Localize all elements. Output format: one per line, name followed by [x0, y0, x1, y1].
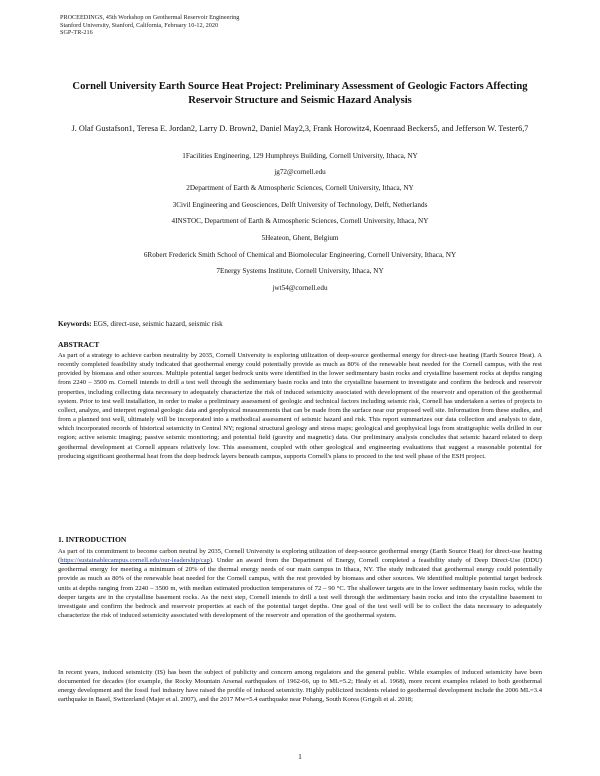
cap-link[interactable]: https://sustainablecampus.cornell.edu/our-leadership/cap: [60, 557, 210, 565]
header-line-3: SGP-TR-216: [60, 29, 93, 37]
header-line-1: PROCEEDINGS, 45th Workshop on Geothermal Reservoir Engineering: [60, 14, 240, 21]
affiliation-6: 6Robert Frederick Smith School of Chemical and Biomolecular Engineering, Cornell University, Ithaca, NY: [143, 251, 457, 259]
proceedings-header: [60, 14, 239, 37]
introduction-paragraph-2: In recent years, induced seismicity (IS) has been the subject of publicity and concern among regulators and the general public. While examples of induced seismicity have been documented for decades (for example, the Rocky Mountain Arsenal earthquakes of 1962-66, up to ML=5.2; Healy et al. 1968), more recent examples related to both geothermal energy development and the fossil fuel industry have raised the profile of induced seismicity. Highly publicized incidents related to geothermal development include the 2006 ML=3.4 earthquake in Basel, Switzerland (Majer et al. 2007), and the 2017 Mw=5.4 earthquake near Pohang, South Korea (Grigoli et al. 2018;: [58, 669, 542, 704]
abstract-heading: ABSTRACT: [58, 340, 100, 349]
introduction-heading: 1. INTRODUCTION: [58, 535, 127, 544]
affiliation-5: 5Heateon, Ghent, Belgium: [261, 234, 339, 242]
affiliation-3: 3Civil Engineering and Geosciences, Delft University of Technology, Delft, Netherlands: [172, 201, 428, 209]
keywords-label: Keywords:: [58, 320, 92, 328]
intro-p1-after-link: ). Under an award from the Department of Energy, Cornell completed a feasibility study of Deep Direct-Use (DDU) geothermal energy for meeting a minimum of 20% of the thermal energy needs of our main campus in Ithaca, NY. The study indicated that geothermal energy could potentially provide as much as 80% of the renewable heat needed for the Cornell campus, with the rest provided by biomass and other sources. We identified multiple potential target bedrock units at depths ranging from 2240 – 3500 m, with median estimated production temperatures of 72 – 90 °C. The shallower targets are in the lower sedimentary basin rocks, while the deeper targets are in the crystalline basement rocks. As the next step, Cornell intends to drill a test well through the sedimentary basin rocks and into the crystalline basement to investigate and confirm the bedrock and reservoir properties at each of the potential target depths. One goal of the test well will be to collect the data necessary to adequately characterize the risk of induced seismicity associated with development of the reservoir and operation of the geothermal system.: [58, 557, 542, 620]
author-list: J. Olaf Gustafson1, Teresa E. Jordan2, Larry D. Brown2, Daniel May2,3, Frank Horowitz4, Koenraad Beckers5, and Jefferson W. Tester6,7: [71, 124, 529, 133]
affiliation-1-email: jg72@cornell.edu: [274, 168, 326, 176]
paper-title: Cornell University Earth Source Heat Project: Preliminary Assessment of Geologic Factors Affecting Reservoir Structure and Seismic Hazard Analysis: [72, 81, 528, 106]
keywords-text: EGS, direct-use, seismic hazard, seismic risk: [93, 320, 223, 328]
affiliation-7: 7Energy Systems Institute, Cornell University, Ithaca, NY: [216, 267, 384, 275]
keywords: [58, 320, 223, 328]
affiliation-2: 2Department of Earth & Atmospheric Sciences, Cornell University, Ithaca, NY: [186, 184, 414, 192]
page-number: 1: [298, 752, 302, 761]
introduction-paragraph-1: [58, 547, 542, 620]
affiliation-7-email: jwt54@cornell.edu: [272, 284, 328, 292]
affiliation-1: 1Facilities Engineering, 129 Humphreys Building, Cornell University, Ithaca, NY: [182, 152, 418, 160]
intro-p1-before-link: As part of its commitment to become carbon neutral by 2035, Cornell University is exploring utilization of deep-source geothermal energy (Earth Source Heat) for direct-use heating (: [58, 548, 542, 565]
header-line-2: Stanford University, Stanford, California, February 10-12, 2020: [60, 21, 219, 29]
affiliation-4: 4INSTOC, Department of Earth & Atmospheric Sciences, Cornell University, Ithaca, NY: [171, 217, 429, 225]
abstract-text: As part of a strategy to achieve carbon neutrality by 2035, Cornell University is exploring utilization of deep-source geothermal energy for direct-use heating (Earth Source Heat). A recently completed feasibility study indicated that geothermal energy could potentially provide as much as 80% of the renewable heat needed for the Cornell campus, with the rest provided by biomass and other sources. Multiple potential target bedrock units were identified in the lower sedimentary basin rocks and crystalline basement rocks at depths ranging from 2240 – 3500 m. Cornell intends to drill a test well through the sedimentary basin rocks and into the crystalline basement to investigate and confirm the bedrock and reservoir properties, including collecting data necessary to adequately characterize the risk of induced seismicity associated with development of the reservoir and operation of the geothermal system. Prior to test well installation, in order to make a preliminary assessment of geologic and technical factors including seismic risk, Cornell has undertaken a series of projects to collect, analyze, and interpret regional geologic data and geophysical measurements that can be made from the surface near our proposed well site. Information from these studies, and from a planned test well, ultimately will be incorporated into a methodical assessment of seismic hazard and risk. This report summarizes our data collection and analysis to date, which incorporated records of historical seismicity in Central NY; regional structural geology and stress maps; geological and geophysical logs from stratigraphic wells drilled in our region; active seismic imaging; passive seismic monitoring; and potential field (gravity and magnetic) data. Our preliminary analysis concludes that seismic hazard related to deep geothermal development at Cornell appears relatively low. This assessment, coupled with other geological and engineering evaluations that suggest a reasonable potential for producing significant geothermal heat from the deep bedrock layers beneath campus, supports Cornell's plans to proceed to the test well phase of the ESH project.: [58, 352, 542, 460]
